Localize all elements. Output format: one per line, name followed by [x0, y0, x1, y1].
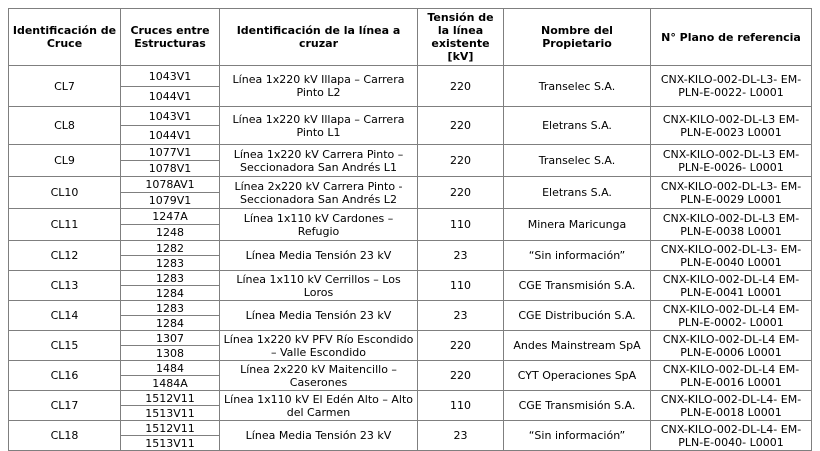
header-crossing-id: Identificación de Cruce — [9, 9, 121, 66]
table-row — [9, 241, 812, 256]
header-plan-ref: N° Plano de referencia — [651, 9, 812, 66]
structure-to-cell: 1044V1 — [121, 87, 220, 107]
line-id-cell: Línea 2x220 kV Carrera Pinto - Seccionadora San Andrés L2 — [220, 177, 418, 209]
header-structures: Cruces entre Estructuras — [121, 9, 220, 66]
plan-ref-cell: CNX-KILO-002-DL-L4 EM-PLN-E-0002- L0001 — [651, 301, 812, 331]
plan-ref-cell: CNX-KILO-002-DL-L3- EM-PLN-E-0022- L0001 — [651, 66, 812, 107]
crossing-id-cell: CL12 — [9, 241, 121, 271]
voltage-cell: 110 — [418, 209, 504, 241]
plan-ref-cell: CNX-KILO-002-DL-L4 EM-PLN-E-0016 L0001 — [651, 361, 812, 391]
table-row — [9, 361, 812, 376]
plan-ref-cell: CNX-KILO-002-DL-L4 EM-PLN-E-0041 L0001 — [651, 271, 812, 301]
voltage-cell: 220 — [418, 145, 504, 177]
structure-to-cell: 1308 — [121, 346, 220, 361]
owner-cell: “Sin información” — [504, 241, 651, 271]
structure-from-cell: 1077V1 — [121, 145, 220, 161]
plan-ref-cell: CNX-KILO-002-DL-L3- EM-PLN-E-0029 L0001 — [651, 177, 812, 209]
crossing-id-cell: CL11 — [9, 209, 121, 241]
voltage-cell: 220 — [418, 331, 504, 361]
voltage-cell: 23 — [418, 421, 504, 451]
line-id-cell: Línea Media Tensión 23 kV — [220, 421, 418, 451]
owner-cell: CGE Transmisión S.A. — [504, 271, 651, 301]
header-line-id: Identificación de la línea a cruzar — [220, 9, 418, 66]
structure-from-cell: 1512V11 — [121, 391, 220, 406]
voltage-cell: 220 — [418, 107, 504, 145]
structure-to-cell: 1248 — [121, 225, 220, 241]
owner-cell: Andes Mainstream SpA — [504, 331, 651, 361]
owner-cell: Transelec S.A. — [504, 145, 651, 177]
table-row — [9, 177, 812, 193]
structure-from-cell: 1484 — [121, 361, 220, 376]
structure-from-cell: 1283 — [121, 271, 220, 286]
structure-to-cell: 1283 — [121, 256, 220, 271]
plan-ref-cell: CNX-KILO-002-DL-L3 EM-PLN-E-0038 L0001 — [651, 209, 812, 241]
line-id-cell: Línea 1x110 kV Cardones – Refugio — [220, 209, 418, 241]
structure-to-cell: 1078V1 — [121, 161, 220, 177]
structure-from-cell: 1078AV1 — [121, 177, 220, 193]
crossing-id-cell: CL10 — [9, 177, 121, 209]
table-row — [9, 107, 812, 126]
crossing-id-cell: CL18 — [9, 421, 121, 451]
table-row — [9, 145, 812, 161]
structure-from-cell: 1512V11 — [121, 421, 220, 436]
crossing-id-cell: CL15 — [9, 331, 121, 361]
line-id-cell: Línea 1x110 kV El Edén Alto – Alto del Carmen — [220, 391, 418, 421]
voltage-cell: 220 — [418, 66, 504, 107]
header-owner: Nombre del Propietario — [504, 9, 651, 66]
voltage-cell: 110 — [418, 271, 504, 301]
line-id-cell: Línea 1x220 kV Carrera Pinto – Seccionadora San Andrés L1 — [220, 145, 418, 177]
structure-to-cell: 1284 — [121, 316, 220, 331]
plan-ref-cell: CNX-KILO-002-DL-L4- EM-PLN-E-0040- L0001 — [651, 421, 812, 451]
voltage-cell: 220 — [418, 177, 504, 209]
structure-from-cell: 1307 — [121, 331, 220, 346]
table-row — [9, 271, 812, 286]
crossing-id-cell: CL7 — [9, 66, 121, 107]
structure-to-cell: 1484A — [121, 376, 220, 391]
crossing-id-cell: CL17 — [9, 391, 121, 421]
line-id-cell: Línea 1x220 kV Illapa – Carrera Pinto L2 — [220, 66, 418, 107]
plan-ref-cell: CNX-KILO-002-DL-L3 EM-PLN-E-0023 L0001 — [651, 107, 812, 145]
voltage-cell: 23 — [418, 241, 504, 271]
table-row — [9, 209, 812, 225]
line-id-cell: Línea 1x220 kV PFV Río Escondido – Valle Escondido — [220, 331, 418, 361]
structure-to-cell: 1044V1 — [121, 126, 220, 145]
voltage-cell: 220 — [418, 361, 504, 391]
table-row — [9, 331, 812, 346]
structure-from-cell: 1247A — [121, 209, 220, 225]
plan-ref-cell: CNX-KILO-002-DL-L3- EM-PLN-E-0040 L0001 — [651, 241, 812, 271]
owner-cell: Minera Maricunga — [504, 209, 651, 241]
crossing-id-cell: CL9 — [9, 145, 121, 177]
line-id-cell: Línea Media Tensión 23 kV — [220, 301, 418, 331]
line-id-cell: Línea 1x220 kV Illapa – Carrera Pinto L1 — [220, 107, 418, 145]
plan-ref-cell: CNX-KILO-002-DL-L4- EM-PLN-E-0018 L0001 — [651, 391, 812, 421]
line-id-cell: Línea 2x220 kV Maitencillo – Caserones — [220, 361, 418, 391]
structure-to-cell: 1513V11 — [121, 406, 220, 421]
voltage-cell: 23 — [418, 301, 504, 331]
plan-ref-cell: CNX-KILO-002-DL-L3 EM-PLN-E-0026- L0001 — [651, 145, 812, 177]
header-row — [9, 9, 812, 66]
owner-cell: Eletrans S.A. — [504, 177, 651, 209]
owner-cell: “Sin información” — [504, 421, 651, 451]
table-row — [9, 301, 812, 316]
owner-cell: Transelec S.A. — [504, 66, 651, 107]
owner-cell: CYT Operaciones SpA — [504, 361, 651, 391]
structure-to-cell: 1513V11 — [121, 436, 220, 451]
structure-to-cell: 1079V1 — [121, 193, 220, 209]
table-row — [9, 66, 812, 87]
header-voltage: Tensión de la línea existente [kV] — [418, 9, 504, 66]
structure-from-cell: 1283 — [121, 301, 220, 316]
crossing-id-cell: CL8 — [9, 107, 121, 145]
crossing-id-cell: CL13 — [9, 271, 121, 301]
owner-cell: CGE Distribución S.A. — [504, 301, 651, 331]
crossing-id-cell: CL14 — [9, 301, 121, 331]
plan-ref-cell: CNX-KILO-002-DL-L4 EM-PLN-E-0006 L0001 — [651, 331, 812, 361]
structure-from-cell: 1043V1 — [121, 107, 220, 126]
owner-cell: Eletrans S.A. — [504, 107, 651, 145]
crossings-table — [8, 8, 812, 451]
structure-from-cell: 1043V1 — [121, 66, 220, 87]
owner-cell: CGE Transmisión S.A. — [504, 391, 651, 421]
structure-to-cell: 1284 — [121, 286, 220, 301]
table-row — [9, 391, 812, 406]
line-id-cell: Línea Media Tensión 23 kV — [220, 241, 418, 271]
crossing-id-cell: CL16 — [9, 361, 121, 391]
voltage-cell: 110 — [418, 391, 504, 421]
table-row — [9, 421, 812, 436]
structure-from-cell: 1282 — [121, 241, 220, 256]
line-id-cell: Línea 1x110 kV Cerrillos – Los Loros — [220, 271, 418, 301]
